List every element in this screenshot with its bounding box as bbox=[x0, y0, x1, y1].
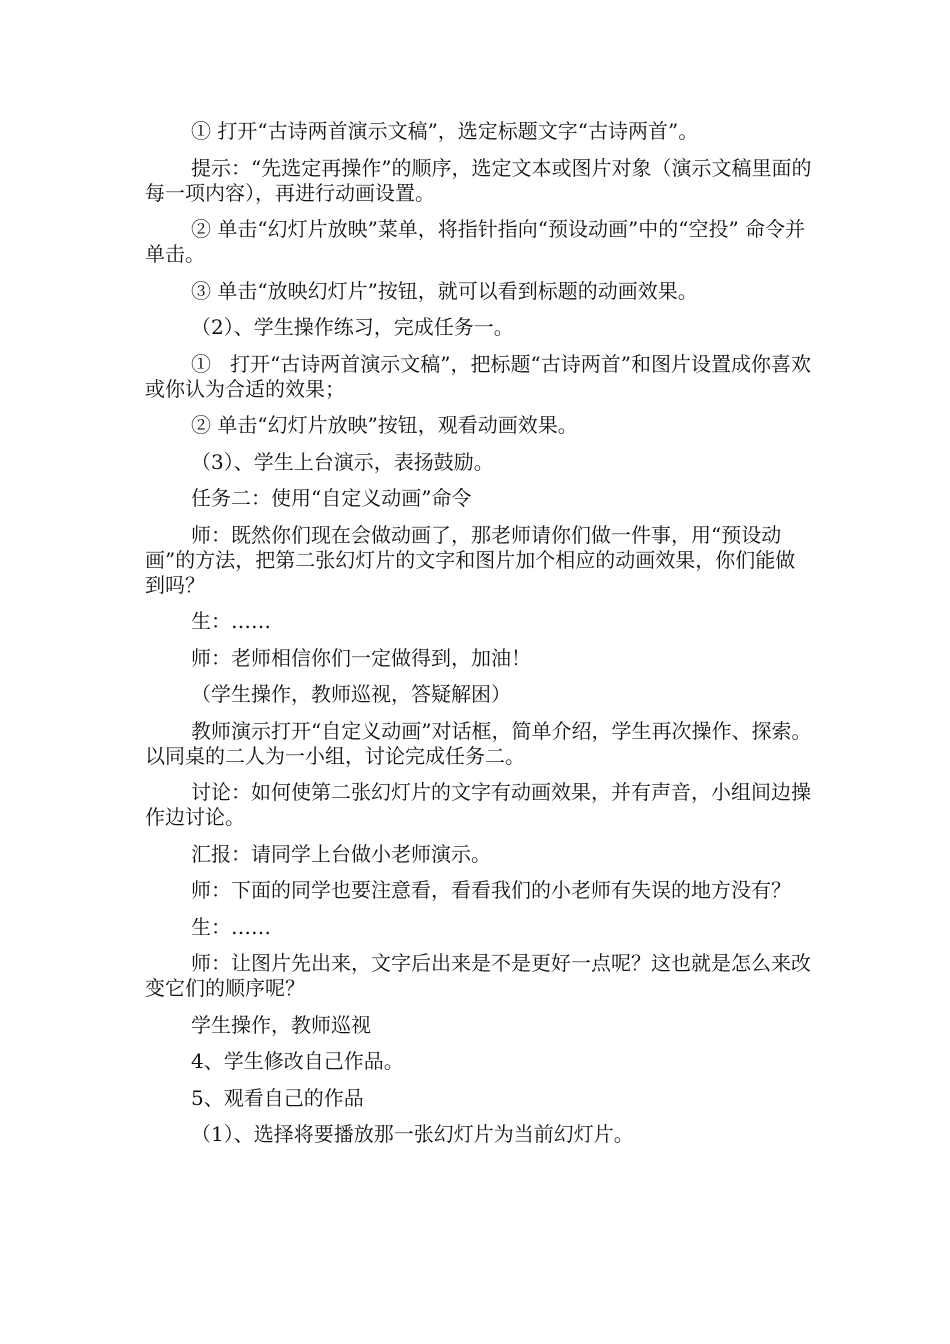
document-body bbox=[145, 119, 815, 1159]
paragraph-step-3-play: ③ 单击“放映幻灯片”按钮，就可以看到标题的动画效果。 bbox=[191, 278, 698, 303]
paragraph-teacher-question: 师：既然你们现在会做动画了，那老师请你们做一件事，用“预设动画”的方法，把第二张幻灯片的文字和图片加个相应的动画效果，你们能做到吗？ bbox=[145, 522, 796, 597]
paragraph-teacher-demo: 教师演示打开“自定义动画”对话框，简单介绍，学生再次操作、探索。以同桌的二人为一小组，讨论完成任务二。 bbox=[145, 718, 812, 768]
paragraph-student-reply-2: 生：…… bbox=[191, 914, 271, 939]
paragraph-practice-step-1: ① 打开“古诗两首演示文稿”，把标题“古诗两首”和图片设置成你喜欢或你认为合适的效果； bbox=[145, 351, 811, 401]
paragraph-present: （3）、学生上台演示，表扬鼓励。 bbox=[191, 449, 494, 474]
paragraph-step-4-modify: 4、学生修改自己作品。 bbox=[191, 1049, 404, 1073]
paragraph-task-2-heading: 任务二：使用“自定义动画”命令 bbox=[191, 486, 472, 510]
paragraph-practice-step-2: ② 单击“幻灯片放映”按钮，观看动画效果。 bbox=[191, 413, 578, 437]
paragraph-student-reply: 生：…… bbox=[191, 609, 271, 633]
paragraph-discussion: 讨论：如何使第二张幻灯片的文字有动画效果，并有声音，小组间边操作边讨论。 bbox=[145, 780, 811, 829]
paragraph-report: 汇报：请同学上台做小老师演示。 bbox=[191, 841, 491, 866]
paragraph-teacher-order: 师：让图片先出来，文字后出来是不是更好一点呢？这也就是怎么来改变它们的顺序呢？ bbox=[145, 951, 811, 1000]
paragraph-student-operate: （学生操作，教师巡视，答疑解困） bbox=[191, 682, 511, 706]
paragraph-step-1-open: ① 打开“古诗两首演示文稿”，选定标题文字“古诗两首”。 bbox=[191, 119, 699, 143]
paragraph-student-operate-2: 学生操作，教师巡视 bbox=[191, 1012, 371, 1037]
paragraph-step-5-1-select: （1）、选择将要播放那一张幻灯片为当前幻灯片。 bbox=[191, 1122, 634, 1146]
paragraph-step-2-menu: ② 单击“幻灯片放映”菜单，将指针指向“预设动画”中的“空投” 命令并单击。 bbox=[145, 217, 806, 266]
paragraph-tip: 提示：“先选定再操作”的顺序，选定文本或图片对象（演示文稿里面的每一项内容），再进行动画设置。 bbox=[145, 155, 812, 205]
paragraph-teacher-encourage: 师：老师相信你们一定做得到，加油！ bbox=[191, 645, 531, 670]
paragraph-teacher-watch: 师：下面的同学也要注意看，看看我们的小老师有失误的地方没有？ bbox=[191, 878, 791, 902]
paragraph-step-5-view: 5、观看自己的作品 bbox=[191, 1085, 364, 1110]
paragraph-practice-task-1: （2）、学生操作练习，完成任务一。 bbox=[191, 315, 514, 339]
